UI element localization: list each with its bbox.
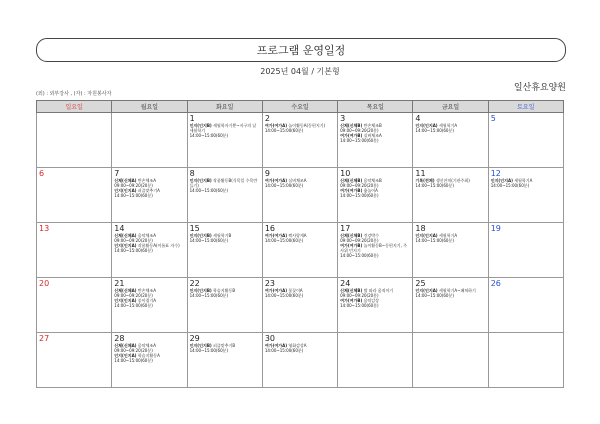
schedule-entry <box>114 193 184 198</box>
program-time: 14:00~15:00(60분) <box>189 238 229 243</box>
program-name: 딸 따라 움직이기 <box>363 288 394 293</box>
schedule-entry <box>190 188 260 193</box>
program-name: 음악감상 <box>363 298 380 303</box>
schedule-entry <box>415 183 485 188</box>
day-cell <box>338 278 413 333</box>
program-time: 09:00~09:20(20분) <box>114 348 153 353</box>
organization-name: 일산휴요양원 <box>513 83 566 93</box>
program-name: 작품활동A(이름표 자수) <box>137 243 180 248</box>
program-name: 반손체조A <box>137 288 156 293</box>
program-category: 인지(인지B) <box>189 123 212 128</box>
program-name: 음악체조B <box>363 178 382 183</box>
program-name: 반손체조B <box>363 123 382 128</box>
program-time: 14:00~15:00(60분) <box>415 293 454 298</box>
program-category: 인지(인지B) <box>189 233 212 238</box>
day-number: 18 <box>415 224 426 233</box>
day-cell <box>413 278 488 333</box>
program-category: 인지(인지A) <box>415 123 438 128</box>
program-time: 14:00~15:00(60분) <box>340 253 379 258</box>
schedule-entry <box>415 128 485 133</box>
program-category: 신체(신체A) <box>114 343 137 348</box>
day-number: 20 <box>39 279 50 288</box>
day-cell <box>262 333 337 388</box>
program-name: 세월학기B <box>213 233 232 238</box>
program-time: 14:00~15:00(60분) <box>114 358 153 363</box>
weekday-sat: 토요일 <box>488 101 563 113</box>
day-cell <box>413 223 488 278</box>
week-row <box>37 278 564 333</box>
day-number: 19 <box>490 224 501 233</box>
program-name: 윷놀이A <box>363 188 378 193</box>
day-cell <box>187 113 262 168</box>
program-time: 14:00~15:00(60분) <box>189 188 229 193</box>
day-cell <box>488 168 563 223</box>
program-name: 음악체조A <box>137 233 156 238</box>
day-number: 10 <box>340 169 351 178</box>
program-category: 여가(여가A) <box>264 343 288 348</box>
day-number: 17 <box>340 224 351 233</box>
day-number: 27 <box>39 334 50 343</box>
schedule-entry <box>415 293 485 298</box>
calendar-table <box>36 100 564 388</box>
program-category: 인지(인지A) <box>415 233 438 238</box>
week-row <box>37 223 564 278</box>
day-number: 3 <box>340 114 346 123</box>
program-name: 학습지활동B <box>213 288 236 293</box>
schedule-entry <box>340 193 410 198</box>
program-category: 여가(여가B) <box>340 298 363 303</box>
program-category: 기록(전체) <box>415 178 435 183</box>
title-box <box>36 38 566 62</box>
program-name: 음악체조A <box>137 343 156 348</box>
program-time: 09:00~09:20(20분) <box>114 183 153 188</box>
program-name: 세월학기A~패쳐하기 <box>438 288 476 293</box>
day-cell <box>338 113 413 168</box>
program-category: 여가(여가B) <box>340 188 363 193</box>
program-category: 인지(인지B) <box>189 178 212 183</box>
program-time: 14:00~15:00(60분) <box>264 348 304 353</box>
program-time: 14:00~15:00(60분) <box>415 238 454 243</box>
program-category: 인지(인지B) <box>189 288 212 293</box>
program-category: 신체(신체B) <box>340 178 363 183</box>
program-name: 퍼즐맞추기A <box>137 188 160 193</box>
program-time: 14:00~15:00(60분) <box>114 248 153 253</box>
day-cell <box>338 333 413 388</box>
program-name: 실버체조A <box>288 178 307 183</box>
day-number: 16 <box>264 224 276 233</box>
schedule-entry <box>190 133 260 138</box>
program-name: 세월학자기뿐~지구의 날 세월학기 <box>189 123 257 133</box>
day-number: 14 <box>114 224 125 233</box>
day-number: 26 <box>490 279 501 288</box>
calendar-body <box>37 113 564 388</box>
program-category: 인지(인지B) <box>189 343 212 348</box>
schedule-entry <box>190 178 260 188</box>
day-cell <box>37 333 112 388</box>
program-time: 14:00~15:00(60분) <box>490 183 530 188</box>
schedule-entry <box>340 253 410 258</box>
program-name: 작품활동B(식목일 수목만들기) <box>189 178 258 188</box>
program-time: 14:00~15:00(60분) <box>114 303 153 308</box>
page-subtitle: 2025년 04월 / 기본형 <box>260 67 340 76</box>
program-time: 14:00~15:00(60분) <box>264 238 304 243</box>
program-category: 신체(신체A) <box>114 288 137 293</box>
program-time: 14:00~15:00(60분) <box>264 128 304 133</box>
day-cell <box>488 278 563 333</box>
program-name: 반손체조A <box>137 178 156 183</box>
program-time: 14:00~15:00(60분) <box>415 183 454 188</box>
day-number: 2 <box>264 114 270 123</box>
schedule-entry <box>340 138 410 143</box>
program-time: 14:00~15:00(60분) <box>189 133 229 138</box>
day-cell <box>187 333 262 388</box>
schedule-entry <box>265 293 335 298</box>
schedule-entry <box>190 348 260 353</box>
page-title: 프로그램 운영일정 <box>256 44 346 57</box>
program-name: 실버체조A <box>363 133 382 138</box>
day-number: 8 <box>189 169 195 178</box>
program-time: 14:00~15:00(60분) <box>189 348 229 353</box>
program-time: 09:00~09:20(20분) <box>340 238 379 243</box>
program-time: 09:00~09:20(20분) <box>114 293 153 298</box>
program-name: 짝사랑게A <box>288 233 307 238</box>
program-name: 건강박수 <box>363 233 380 238</box>
program-name: 놀이활동B~동편지기, 주사위 던지기 <box>340 243 407 253</box>
program-name: 퍼즐맞추기B <box>213 343 236 348</box>
program-time: 09:00~09:20(20분) <box>340 128 379 133</box>
day-cell <box>262 168 337 223</box>
day-number: 12 <box>490 169 501 178</box>
program-name: 꽃꽂이A <box>288 288 303 293</box>
program-time: 14:00~15:00(60분) <box>189 293 229 298</box>
program-time: 09:00~09:20(20분) <box>114 238 153 243</box>
program-category: 인지(인지A) <box>114 188 137 193</box>
program-category: 여가(여가A) <box>264 123 288 128</box>
program-name: 생신잔치(기관주최) <box>435 178 470 183</box>
day-number: 13 <box>39 224 50 233</box>
week-row <box>37 113 564 168</box>
day-cell <box>488 113 563 168</box>
day-number: 22 <box>189 279 200 288</box>
program-category: 인지(인지A) <box>114 353 137 358</box>
day-cell <box>112 168 187 223</box>
day-number: 15 <box>189 224 200 233</box>
program-name: 놀이활동A(동편지기) <box>288 123 326 128</box>
day-number: 5 <box>490 114 496 123</box>
weekday-thu: 목요일 <box>338 101 413 113</box>
program-time: 14:00~15:00(60분) <box>264 183 304 188</box>
schedule-entry <box>491 183 561 188</box>
day-cell <box>338 223 413 278</box>
schedule-entry <box>190 293 260 298</box>
day-number: 24 <box>340 279 351 288</box>
day-cell <box>112 278 187 333</box>
program-category: 인지(인지A) <box>114 298 137 303</box>
day-cell <box>187 168 262 223</box>
day-cell <box>488 223 563 278</box>
day-number: 23 <box>264 279 276 288</box>
day-number: 6 <box>39 169 45 178</box>
program-name: 세월학기A <box>438 123 458 128</box>
program-category: 신체(신체B) <box>340 123 363 128</box>
day-cell <box>37 223 112 278</box>
day-cell <box>37 278 112 333</box>
day-number: 4 <box>415 114 421 123</box>
day-cell <box>112 223 187 278</box>
day-cell <box>413 113 488 168</box>
program-category: 신체(신체B) <box>340 233 363 238</box>
program-name: 종이접기A <box>137 298 156 303</box>
weekday-sun: 일요일 <box>37 101 112 113</box>
program-category: 여가(여가B) <box>340 133 363 138</box>
program-category: 여가(여가B) <box>340 243 363 248</box>
program-time: 14:00~15:00(60분) <box>415 128 454 133</box>
day-cell <box>112 113 187 168</box>
program-category: 인지(인지A) <box>114 243 137 248</box>
day-cell <box>37 113 112 168</box>
program-category: 인지(인지A) <box>415 288 438 293</box>
program-category: 신체(신체A) <box>114 178 137 183</box>
week-row <box>37 168 564 223</box>
weekday-header-row <box>37 101 564 113</box>
schedule-entry <box>114 248 184 253</box>
day-cell <box>488 333 563 388</box>
day-number: 28 <box>114 334 125 343</box>
program-time: 09:00~09:20(20분) <box>340 293 379 298</box>
week-row <box>37 333 564 388</box>
legend: (외) : 외부강사 , (자) : 자원봉사자 <box>36 91 112 97</box>
program-category: 여가(여가A) <box>264 178 288 183</box>
day-cell <box>262 113 337 168</box>
program-time: 14:00~15:00(60분) <box>264 293 304 298</box>
program-category: 여가(여가A) <box>264 233 288 238</box>
day-number: 9 <box>264 169 270 178</box>
weekday-wed: 수요일 <box>262 101 337 113</box>
program-time: 14:00~15:00(60분) <box>340 303 379 308</box>
schedule-entry <box>114 303 184 308</box>
schedule-entry <box>190 238 260 243</box>
schedule-entry <box>114 358 184 363</box>
day-cell <box>262 223 337 278</box>
program-time: 14:00~15:00(60분) <box>114 193 153 198</box>
day-number: 21 <box>114 279 125 288</box>
program-name: 세월학기A <box>514 178 533 183</box>
day-cell <box>413 333 488 388</box>
day-number: 7 <box>114 169 120 178</box>
day-cell <box>112 333 187 388</box>
day-cell <box>37 168 112 223</box>
schedule-entry <box>340 243 410 253</box>
program-time: 14:00~15:00(60분) <box>340 193 379 198</box>
day-number: 11 <box>415 169 426 178</box>
schedule-entry <box>415 238 485 243</box>
day-cell <box>338 168 413 223</box>
program-category: 신체(신체A) <box>114 233 137 238</box>
weekday-mon: 월요일 <box>112 101 187 113</box>
program-name: 세월학기A <box>438 233 458 238</box>
program-category: 신체(신체B) <box>340 288 363 293</box>
program-category: 인지(인지A) <box>490 178 513 183</box>
day-number: 29 <box>189 334 200 343</box>
weekday-fri: 금요일 <box>413 101 488 113</box>
program-time: 09:00~09:20(20분) <box>340 183 379 188</box>
day-cell <box>262 278 337 333</box>
day-cell <box>187 278 262 333</box>
schedule-entry <box>265 348 335 353</box>
program-category: 여가(여가A) <box>264 288 288 293</box>
day-cell <box>187 223 262 278</box>
program-time: 14:00~15:00(60분) <box>340 138 379 143</box>
weekday-tue: 화요일 <box>187 101 262 113</box>
program-name: 영화감상A <box>288 343 307 348</box>
program-name: 학습지활동A <box>137 353 160 358</box>
schedule-entry <box>265 128 335 133</box>
day-number: 30 <box>264 334 276 343</box>
day-number: 1 <box>189 114 195 123</box>
day-number: 25 <box>415 279 426 288</box>
schedule-entry <box>340 303 410 308</box>
schedule-entry <box>190 123 260 133</box>
day-cell <box>413 168 488 223</box>
schedule-entry <box>265 238 335 243</box>
schedule-entry <box>265 183 335 188</box>
